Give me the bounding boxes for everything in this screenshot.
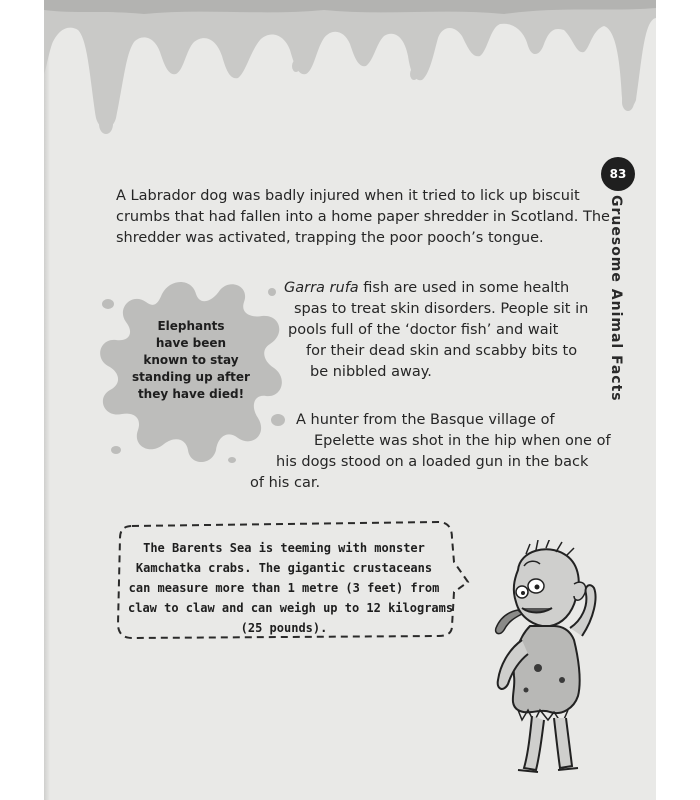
section-title-vertical: Gruesome Animal Facts: [608, 195, 624, 402]
bubble-line: The Barents Sea is teeming with monster: [143, 541, 425, 555]
garra-rufa-line1-rest: fish are used in some health: [358, 280, 570, 296]
callout-line: standing up after: [132, 370, 250, 384]
zombie-illustration: [478, 540, 628, 780]
bubble-line: can measure more than 1 metre (3 feet) from: [128, 581, 440, 595]
labrador-fact-line: A Labrador dog was badly injured when it tried to lick up biscuit: [116, 188, 580, 204]
hunter-fact: [250, 410, 611, 494]
callout-line: have been: [155, 336, 227, 350]
garra-rufa-species-name: Garra rufa: [284, 280, 359, 296]
bubble-line: Kamchatka crabs. The gigantic crustaceans: [135, 561, 433, 575]
callout-line: they have died!: [137, 387, 245, 401]
garra-rufa-fact-line: pools full of the ‘doctor fish’ and wait: [288, 322, 559, 338]
labrador-fact: [116, 186, 610, 249]
bubble-line: claw to claw and can weigh up to 12 kilograms: [128, 601, 454, 615]
hunter-fact-line: A hunter from the Basque village of: [296, 412, 555, 428]
callout-line: Elephants: [157, 319, 225, 333]
garra-rufa-fact-line: for their dead skin and scabby bits to: [306, 343, 578, 359]
hunter-fact-line: Epelette was shot in the hip when one of: [314, 433, 611, 449]
hunter-fact-line: his dogs stood on a loaded gun in the back: [276, 454, 589, 470]
callout-line: known to stay: [143, 353, 239, 367]
page-number-badge: 83: [601, 157, 635, 191]
barents-sea-fact: [128, 538, 454, 638]
garra-rufa-fact-line: [284, 278, 584, 299]
elephants-fact-callout: [118, 318, 264, 403]
garra-rufa-fact-line: spas to treat skin disorders. People sit in: [294, 301, 589, 317]
garra-rufa-fact-line: be nibbled away.: [310, 364, 432, 380]
labrador-fact-line: shredder was activated, trapping the poor pooch’s tongue.: [116, 230, 544, 246]
labrador-fact-line: crumbs that had fallen into a home paper shredder in Scotland. The: [116, 209, 610, 225]
slime-drips-decoration: [44, 0, 656, 150]
hunter-fact-line: of his car.: [250, 475, 321, 491]
garra-rufa-fact: [284, 278, 589, 383]
bubble-line: (25 pounds).: [240, 621, 328, 635]
